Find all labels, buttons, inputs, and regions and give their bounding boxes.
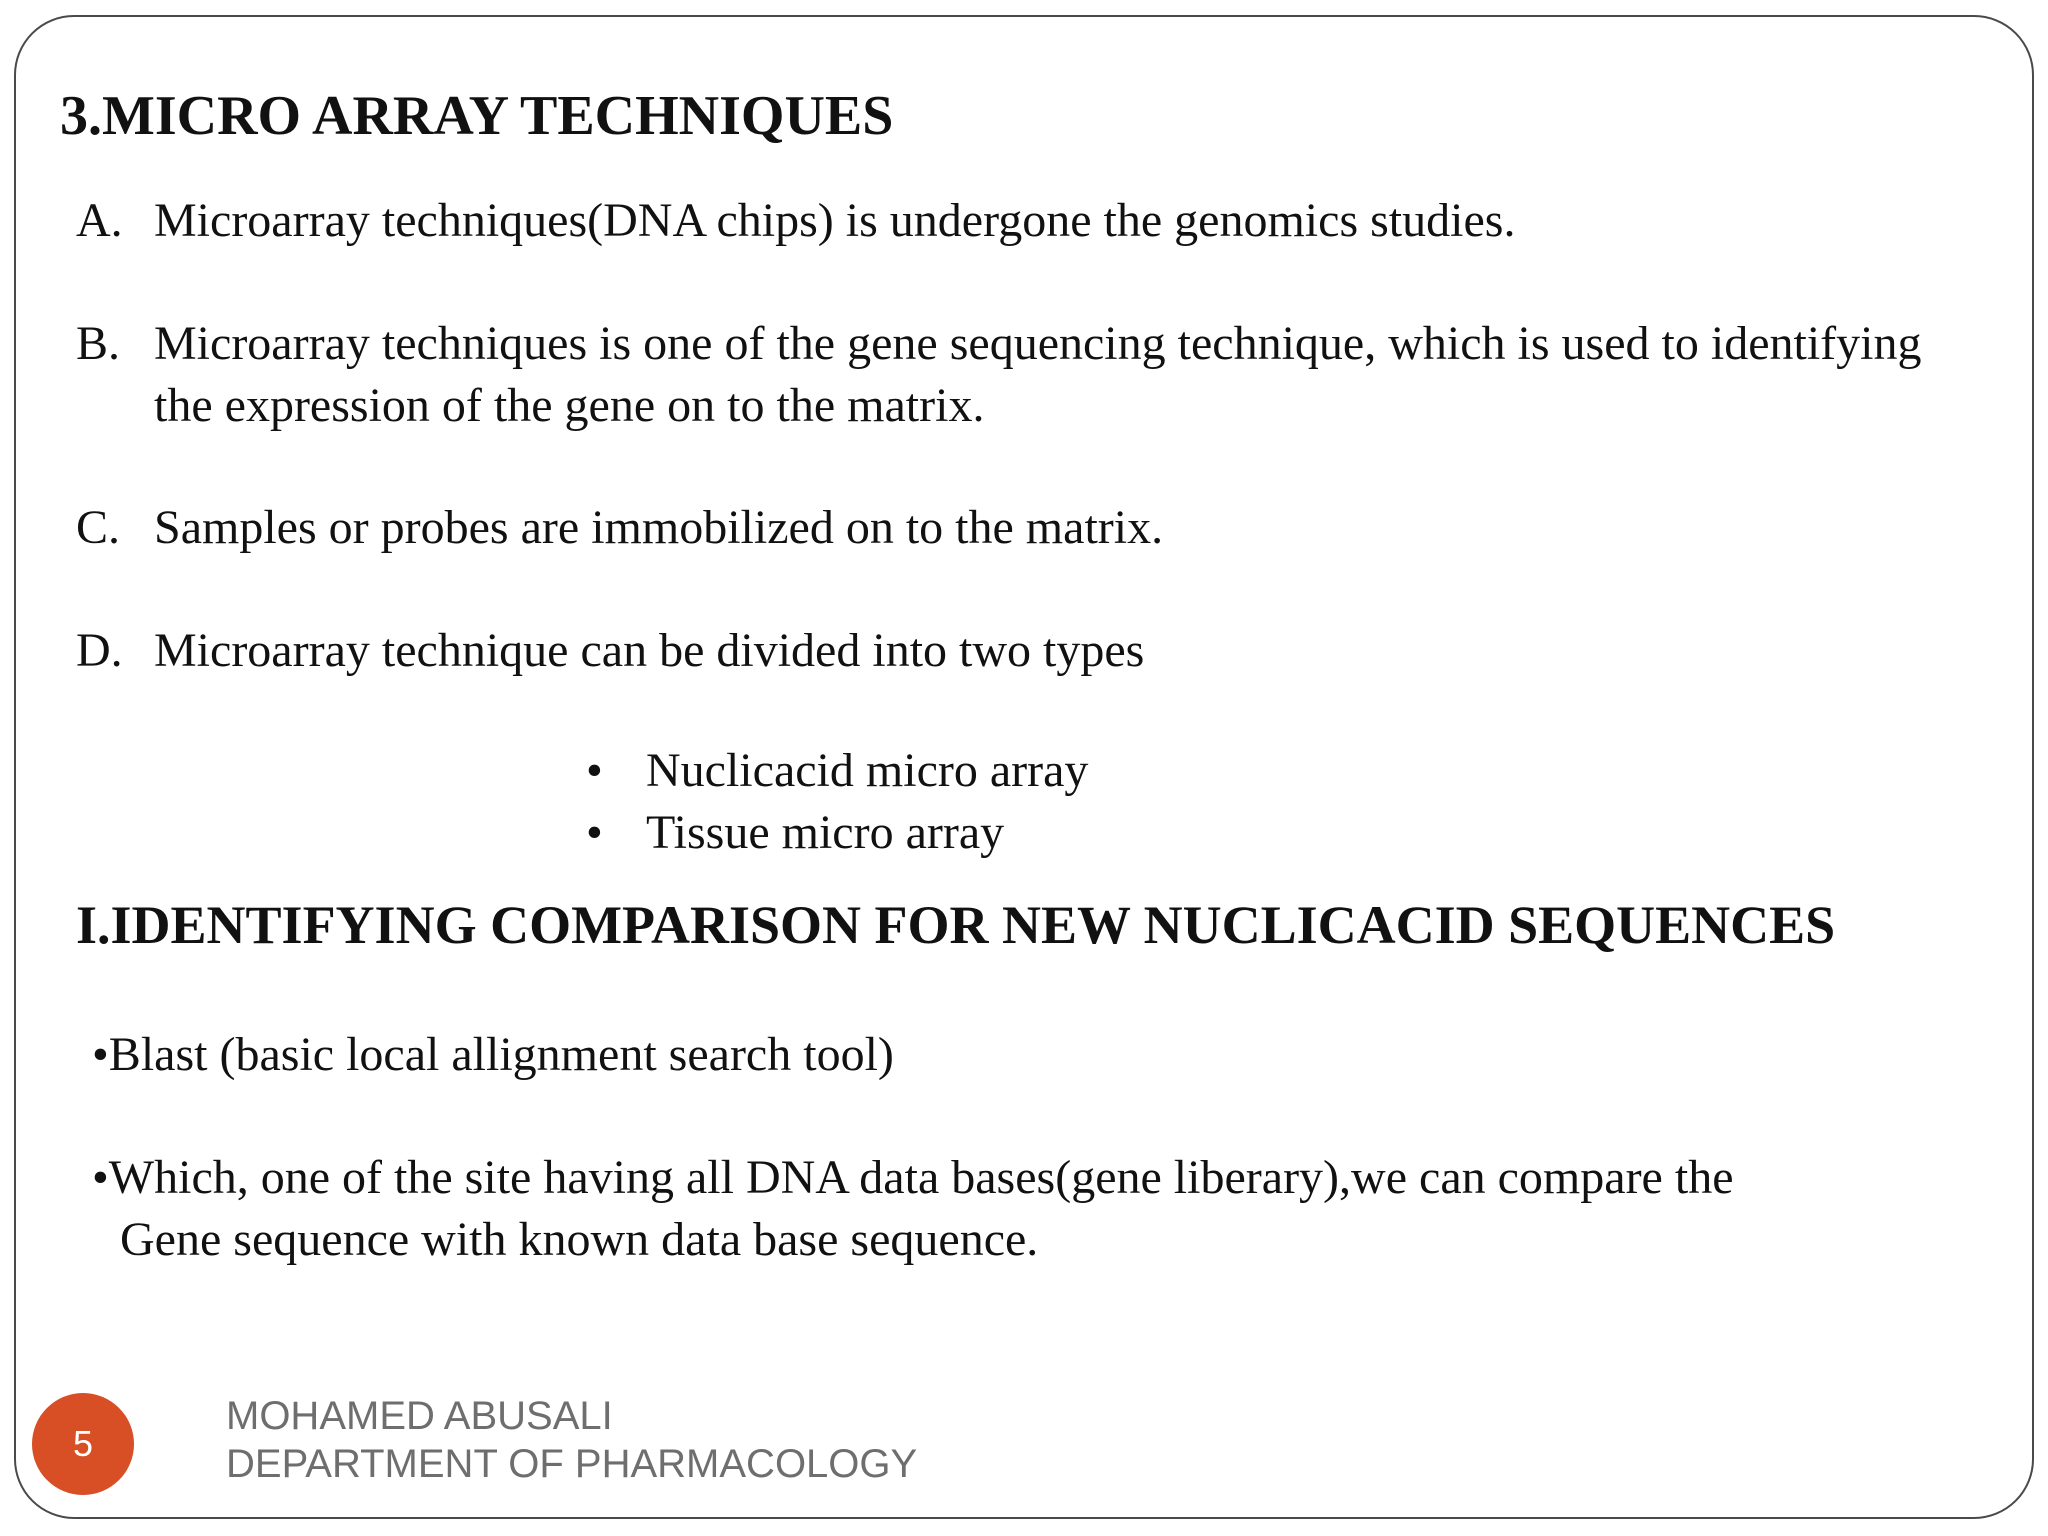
bullet-icon: • (586, 744, 603, 797)
bullet-item-tissue (586, 802, 1088, 864)
bullet-item-nuclicacid (586, 740, 1088, 802)
list-marker: D. (76, 624, 123, 677)
types-bullet-list (586, 740, 1088, 864)
list-marker: C. (76, 501, 121, 554)
list-item-c (76, 497, 1976, 559)
footer-department: DEPARTMENT OF PHARMACOLOGY (226, 1442, 918, 1486)
page-number-badge: 5 (32, 1393, 134, 1495)
section-heading: I.IDENTIFYING COMPARISON FOR NEW NUCLICACID SEQUENCES (76, 895, 1836, 955)
slide-title: 3.MICRO ARRAY TECHNIQUES (60, 85, 894, 147)
bullet-icon: • (586, 806, 603, 859)
footer (226, 1392, 917, 1488)
bullet-item-text: Tissue micro array (646, 806, 1005, 859)
list-item-b (76, 313, 1976, 437)
footer-author: MOHAMED ABUSALI (226, 1394, 613, 1438)
paragraph-line: •Blast (basic local allignment search tool) (92, 1028, 894, 1081)
paragraph-which (92, 1147, 1972, 1271)
list-item-text: Samples or probes are immobilized on to the matrix. (154, 501, 1164, 554)
list-item-text: Microarray techniques is one of the gene sequencing technique, which is used to identifying the expression of the gene on to the matrix. (154, 317, 1922, 432)
paragraph-line-continued: Gene sequence with known data base sequence. (120, 1213, 1039, 1266)
list-marker: B. (76, 317, 121, 370)
list-item-text: Microarray techniques(DNA chips) is undergone the genomics studies. (154, 194, 1516, 247)
paragraph-line: •Which, one of the site having all DNA data bases(gene liberary),we can compare the (92, 1151, 1734, 1204)
paragraph-blast (92, 1024, 1972, 1086)
list-item-text: Microarray technique can be divided into two types (154, 624, 1145, 677)
list-item-a (76, 190, 1976, 252)
bullet-item-text: Nuclicacid micro array (646, 744, 1089, 797)
list-item-d (76, 620, 1976, 682)
list-marker: A. (76, 194, 123, 247)
